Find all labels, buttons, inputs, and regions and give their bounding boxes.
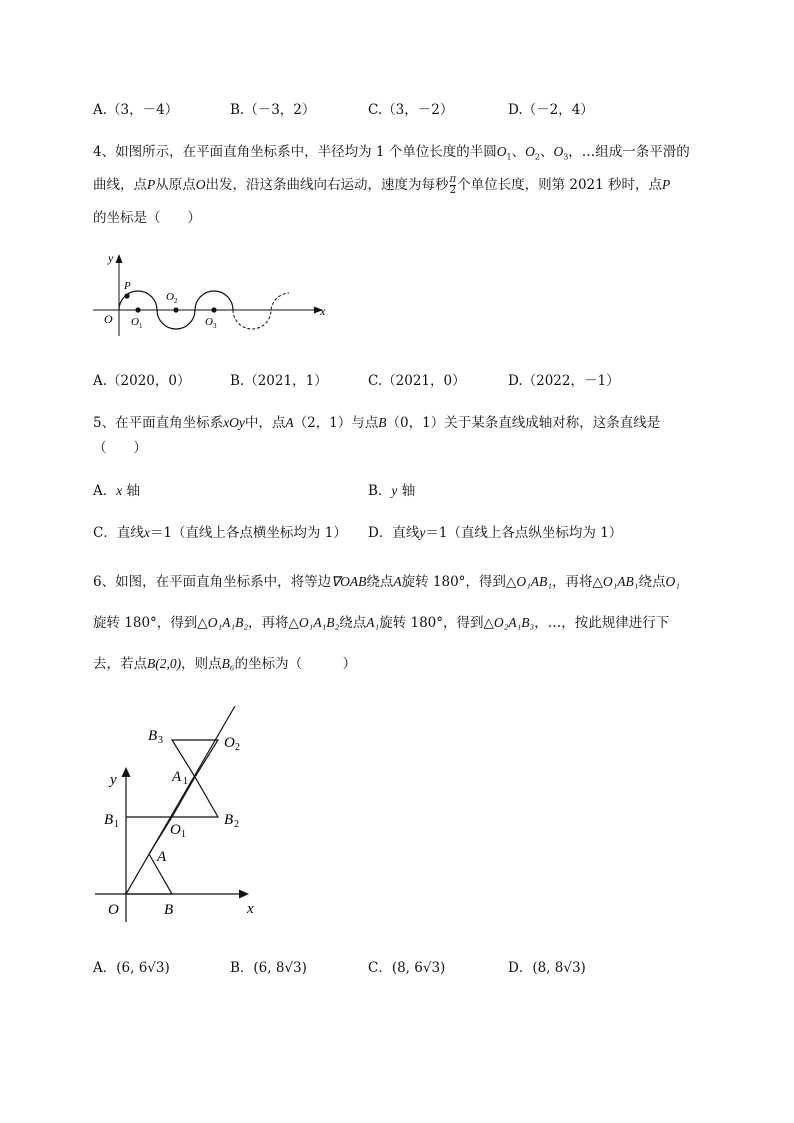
q6-label-o2-sub: 2 [235, 742, 240, 753]
q4-point-o3 [211, 307, 216, 312]
q4-label-o1-sub: 1 [139, 322, 143, 330]
q4-label-o: O [104, 312, 113, 326]
q4-label-o2-sub: 2 [174, 297, 178, 305]
q4-label-o2: O [166, 291, 174, 303]
q4-label-o3: O [205, 316, 213, 328]
q4-point-p [124, 293, 129, 298]
q4-point-o1 [135, 307, 140, 312]
q4-dashed-curve [233, 293, 289, 329]
q5-option-a: A．x 轴 [93, 483, 141, 499]
q6-label-y: y [110, 772, 117, 788]
q6-figure [95, 700, 275, 930]
q4-line-2: 曲线，点P从原点O出发，沿这条曲线向右运动，速度为每秒 $\frac{\pi}{2}$ 个单位长度，则第 2021 秒时，点P [93, 174, 671, 196]
q6-option-d: D．(8, 8√3) [508, 960, 586, 976]
q5-option-b: B．y 轴 [368, 483, 416, 499]
q4-line-3: 的坐标是（ ） [93, 210, 201, 226]
q6-label-b2: B [224, 812, 234, 828]
q6-y-arrow [122, 767, 131, 777]
q6-label-o: O [108, 902, 119, 918]
q4-option-b: B.（2021，1） [230, 373, 328, 389]
q5-line-2: （ ） [93, 440, 147, 456]
q4-label-y: y [108, 251, 114, 265]
speed-fraction: $\frac{\pi}{2}$ [449, 174, 457, 196]
q6-option-a: A．(6, 6√3) [93, 960, 170, 976]
q5-option-c: C．直线x＝1（直线上各点横坐标均为 1） [93, 525, 347, 541]
q6-label-x: x [247, 901, 254, 917]
q6-line-2: 旋转 180°，得到△O₁A₁B₂，再将△O₁A₁B₂绕点A₁旋转 180°，得到△O₂A₁B₃，…，按此规律进行下 [93, 615, 670, 631]
q6-label-b3: B [148, 728, 158, 744]
q4-y-arrow [116, 254, 123, 263]
q4-line-1: 4、如图所示，在平面直角坐标系中，半径均为 1 个单位长度的半圆$O_1$、$O_2$、$O_3$，…组成一条平滑的 [93, 144, 690, 162]
q6-label-o2: O [224, 735, 235, 751]
q4-point-o2 [173, 307, 178, 312]
q6-label-b: B [164, 902, 174, 918]
q4-figure [88, 248, 338, 338]
q6-label-b1-sub: 1 [114, 819, 119, 830]
q6-label-o1-sub: 1 [181, 829, 186, 840]
q6-long-diagonal [126, 706, 235, 894]
q6-option-c: C．(8, 6√3) [368, 960, 446, 976]
q4-label-o3-sub: 3 [213, 322, 217, 330]
q6-label-b1: B [104, 812, 114, 828]
q6-x-arrow [239, 890, 249, 899]
q6-label-a: A [157, 849, 167, 865]
q3-option-a: A.（3，－4） [93, 102, 179, 118]
q6-label-o1: O [170, 822, 181, 838]
q4-option-c: C.（2021，0） [368, 373, 466, 389]
q4-label-p: P [124, 280, 131, 292]
q4-label-x: x [320, 304, 326, 318]
q5-line-1: 5、在平面直角坐标系xOy中，点A（2，1）与点B（0，1）关于某条直线成轴对称，这条直线是 [93, 415, 661, 431]
q3-option-c: C.（3，－2） [368, 102, 454, 118]
q4-option-d: D.（2022，－1） [508, 373, 620, 389]
q3-option-d: D.（－2，4） [508, 102, 594, 118]
q6-option-b: B．(6, 8√3) [230, 960, 307, 976]
q6-label-a1-sub: 1 [183, 776, 188, 787]
q6-line-3: 去，若点B(2,0)，则点B₆的坐标为（ ） [93, 656, 357, 672]
q6-label-b2-sub: 2 [234, 819, 239, 830]
q6-label-a1: A [172, 769, 182, 785]
q4-label-o1: O [131, 316, 139, 328]
q6-label-b3-sub: 3 [158, 735, 163, 746]
q3-option-b: B.（－3，2） [230, 102, 316, 118]
q4-option-a: A.（2020，0） [93, 373, 191, 389]
q6-line-1: 6、如图，在平面直角坐标系中，将等边∇OAB绕点A旋转 180°，得到△O₁AB₁，再将△O₁AB₁绕点O₁ [93, 574, 680, 590]
q5-option-d: D．直线y＝1（直线上各点纵坐标均为 1） [368, 525, 623, 541]
